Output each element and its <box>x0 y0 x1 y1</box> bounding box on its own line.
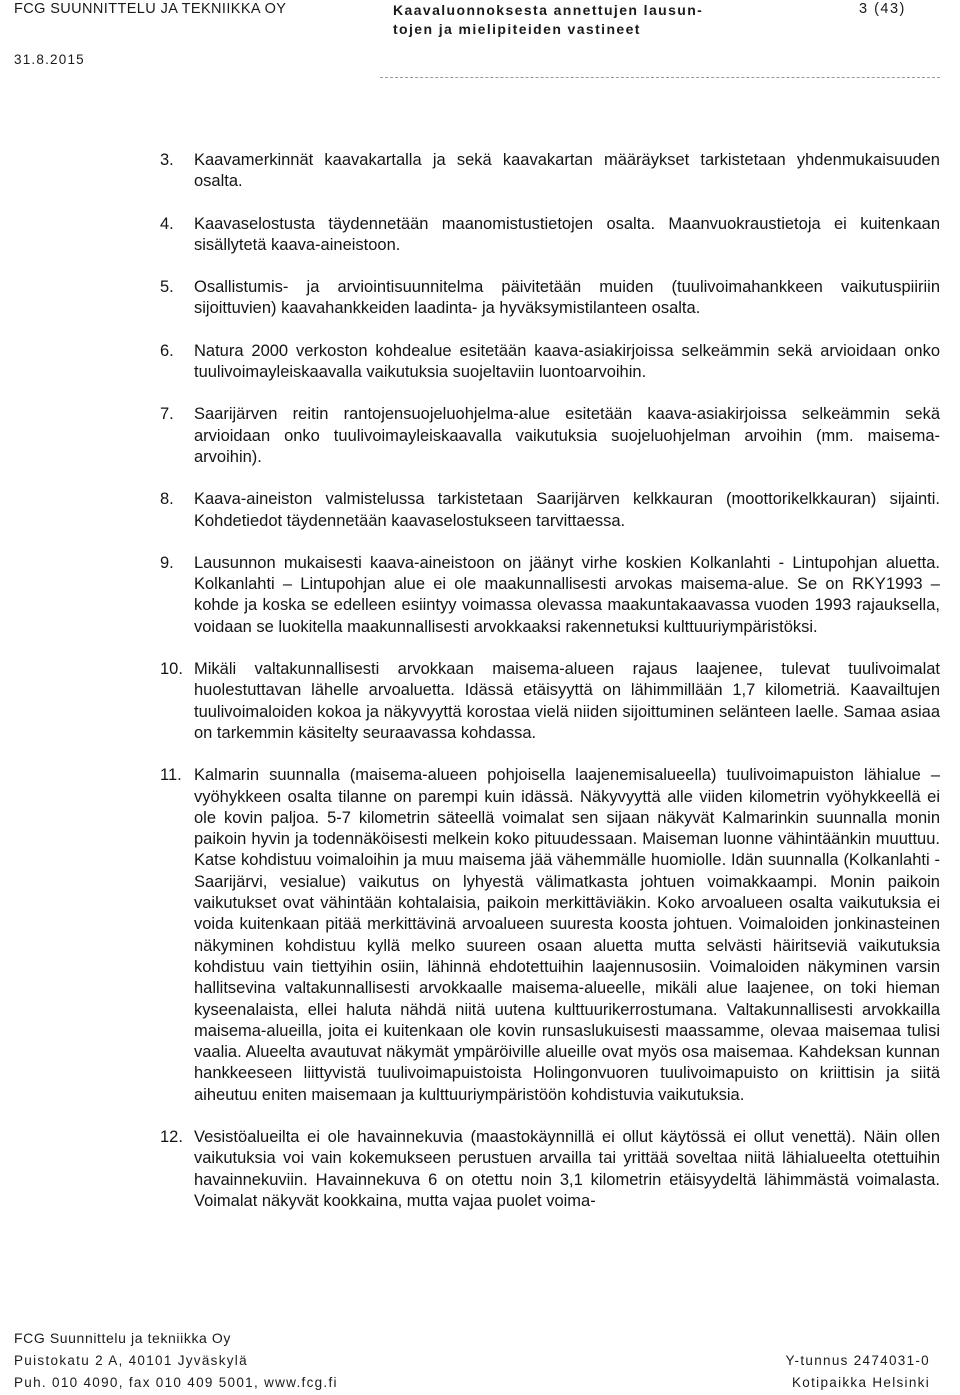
list-item-number: 5. <box>160 278 174 297</box>
list-item-number: 8. <box>160 490 174 509</box>
header-company: FCG SUUNNITTELU JA TEKNIIKKA OY <box>14 1 287 17</box>
header-date: 31.8.2015 <box>14 52 85 67</box>
page-footer <box>0 1320 960 1395</box>
list-item-text: Kaavamerkinnät kaavakartalla ja sekä kaavakartan määräykset tarkistetaan yhdenmukaisuuden osalta. <box>194 151 940 191</box>
list-item-text: Vesistöalueilta ei ole havainnekuvia (maastokäynnillä ei ollut käytössä ei ollut venettä). Näin ollen vaikutuksia voi vain kokemukseen perustuen arvailla tai yrittää soveltaa niitä lähialueelta otettuihin havainnekuviin. Havainnekuva 6 on otettu noin 3,1 kilometrin etäisyydeltä lähimmästä voimalasta. Voimalat näkyvät kookkaina, mutta vajaa puolet voima- <box>194 1127 940 1210</box>
list-item-number: 9. <box>160 553 174 572</box>
list-item-text: Mikäli valtakunnallisesti arvokkaan maisema-alueen rajaus laajenee, tulevat tuulivoimalat huolestuttavan lähelle arvoaluetta. Idässä etäisyyttä on lähimmillään 1,7 kilometriä. Kaavailtujen tuulivoimaloiden kokoa ja näkyvyyttä korostaa vielä niiden sijoittuminen selänteen laelle. Samaa asiaa on tarkemmin käsitelty seuraavassa kohdassa. <box>194 660 940 742</box>
list-item <box>160 489 940 532</box>
list-item <box>160 404 940 468</box>
header-title-line-2: tojen ja mielipiteiden vastineet <box>393 21 641 37</box>
footer-contact: Puh. 010 4090, fax 010 409 5001, www.fcg.fi <box>14 1375 338 1390</box>
list-item-text: Osallistumis- ja arviointisuunnitelma päivitetään muiden (tuulivoimahankkeen vaikutuspiiriin sijoittuvien) kaavahankkeiden laadinta- ja hyväksymistilanteen osalta. <box>194 278 940 318</box>
list-item <box>160 659 940 744</box>
header-divider <box>380 77 940 79</box>
list-item-number: 7. <box>160 405 174 424</box>
list-item <box>160 277 940 320</box>
list-item-number: 10. <box>160 660 183 679</box>
list-item <box>160 341 940 384</box>
list-item-number: 11. <box>160 766 182 785</box>
list-item-text: Kalmarin suunnalla (maisema-alueen pohjoisella laajenemisalueella) tuulivoimapuiston lähialue –vyöhykkeen osalta tilanne on parempi kuin idässä. Näkyvyyttä alle viiden kilometrin vyöhykkeellä ei ole kovin paljoa. 5-7 kilometrin säteellä voimalat sen sijaan näkyvät Kalmarinkin suunnalla monin paikoin hyvin ja todennäköisesti melkein koko pituudessaan. Maiseman luonne vähintäänkin muuttuu. Katse kohdistuu voimaloihin ja muu maisema jää vähemmälle huomiolle. Idän suunnalla (Kolkanlahti - Saarijärvi, vesialue) vaikutus on lyhyestä välimatkasta johtuen voimakkaampi. Monin paikoin vaikutukset ovat vähintään kohtalaisia, paikoin merkittäviäkin. Koko arvoalueen osalta vaikutuksia ei voida kuitenkaan pitää merkittävinä arvoalueen suuresta koosta johtuen. Voimaloiden jonkinasteinen näkyminen kohdistuu kyllä melko suureen osaan aluetta mutta selvästi häiritseviä vaikutuksia kohdistuu vain tiettyihin osiin, lähinnä ehdotettuihin laajennusosiin. Voimaloiden näkyminen varsin hallitsevina valtakunnallisesti arvokkaalle maisema-alueelle, mikäli alue laajenee, on toki hieman kyseenalaista, ellei haluta nähdä niitä uutena kulttuurikerrostumana. Valtakunnallisesti arvokkailla maisema-alueilla, joita ei kuitenkaan ole kovin runsaslukuisesti maassamme, olevaa maisemaa tulisi vaalia. Alueelta avautuvat näkymät ympäröiville alueille ovat myös osa maisemaa. Kahdeksan kunnan hankkeeseen liittyvistä tuulivoimapuistoista Holingonvuoren tuulivoimapuisto on kriittisin ja siitä aiheutuu eniten maisemaan ja kulttuuriympäristöön kohdistuvia vaikutuksia. <box>194 766 940 1104</box>
list-item <box>160 553 940 638</box>
list-item-text: Lausunnon mukaisesti kaava-aineistoon on jäänyt virhe koskien Kolkanlahti - Lintupohjan aluetta. Kolkanlahti – Lintupohjan alue ei ole maakunnallisesti arvokas maisema-alue. Se on RKY1993 –kohde ja koska se edelleen esiintyy voimassa olevassa maakuntakaavassa vuoden 1993 rajauksella, voidaan se luokitella maakunnallisesti arvokkaaksi rakennetuksi kulttuuriympäristöksi. <box>194 553 940 636</box>
list-item-text: Kaava-aineiston valmistelussa tarkistetaan Saarijärven kelkkauran (moottorikelkkauran) sijainti. Kohdetiedot täydennetään kaavaselostukseen tarvittaessa. <box>194 490 940 530</box>
list-item-number: 12. <box>160 1127 183 1146</box>
header-title <box>393 1 733 39</box>
numbered-list <box>160 150 940 1233</box>
list-item-number: 6. <box>160 341 174 360</box>
page-header <box>0 0 960 80</box>
footer-company: FCG Suunnittelu ja tekniikka Oy <box>14 1330 232 1346</box>
footer-address: Puistokatu 2 A, 40101 Jyväskylä <box>14 1353 248 1368</box>
page-number: 3 (43) <box>859 1 906 17</box>
footer-business-id: Y-tunnus 2474031-0 <box>785 1353 930 1368</box>
list-item-text: Kaavaselostusta täydennetään maanomistustietojen osalta. Maanvuokraustietoja ei kuitenkaan sisällytetä kaava-aineistoon. <box>194 214 940 254</box>
list-item-text: Natura 2000 verkoston kohdealue esitetään kaava-asiakirjoissa selkeämmin sekä arvioidaan onko tuulivoimayleiskaavalla vaikutuksia suojeltaviin luontoarvoihin. <box>194 341 940 382</box>
list-item-number: 3. <box>160 151 174 169</box>
footer-domicile: Kotipaikka Helsinki <box>792 1375 930 1390</box>
list-item <box>160 214 940 257</box>
list-item-number: 4. <box>160 214 174 233</box>
list-item <box>160 150 940 193</box>
list-item-text: Saarijärven reitin rantojensuojeluohjelma-alue esitetään kaava-asiakirjoissa selkeämmin sekä arvioidaan onko tuulivoimayleiskaavalla vaikutuksia suojeluohjelman arvoihin (mm. maisema-arvoihin). <box>194 405 940 466</box>
header-title-line-1: Kaavaluonnoksesta annettujen lausun- <box>393 2 704 18</box>
list-item <box>160 1127 940 1212</box>
list-item <box>160 765 940 1106</box>
